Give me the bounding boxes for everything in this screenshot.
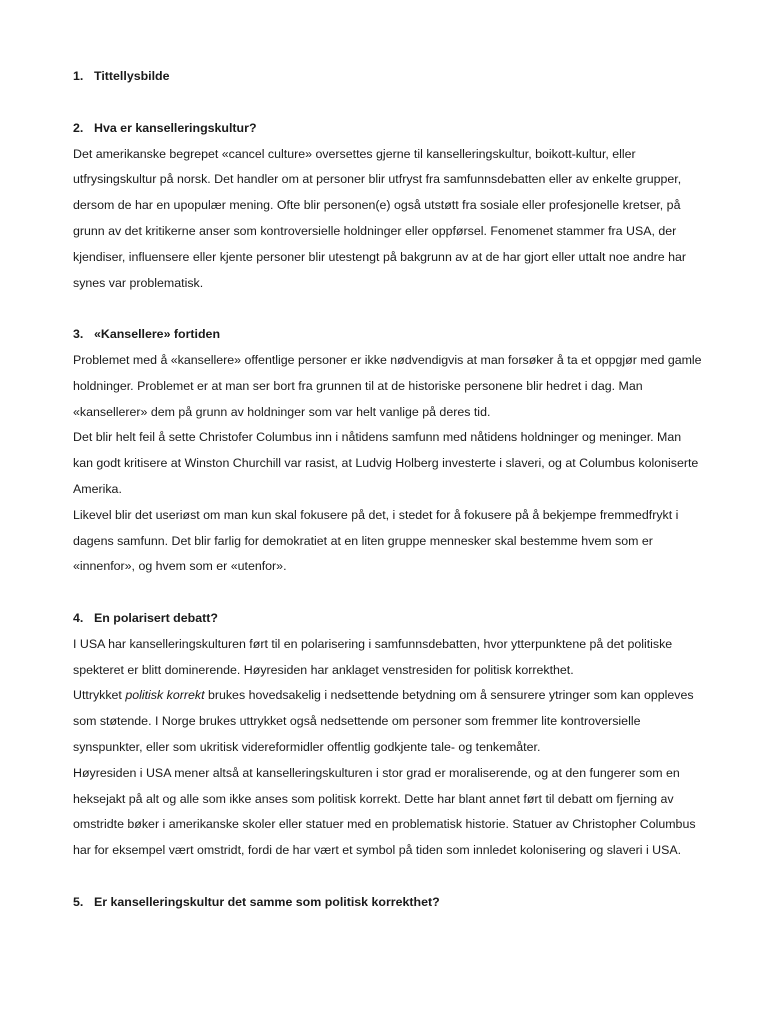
paragraph: Høyresiden i USA mener altså at kanselleringskulturen i stor grad er moraliserende, og at den fungerer som en heksejakt på alt og alle som ikke anses som politisk korrekt. Dette har blant annet ført til debatt om fjerning av omstridte bøker i amerikanske skoler eller statuer med en problematisk historie. Statuer av Christopher Columbus har for eksempel vært omstridt, fordi de har vært et symbol på tiden som innledet kolonisering og slaveri i USA. bbox=[73, 765, 696, 858]
paragraph-text: brukes hovedsakelig i nedsettende betydning om å sensurere ytringer som kan oppleves som støtende. I Norge brukes uttrykket også nedsettende om personer som fremmer lite kontroversielle synspunkter, eller som ukritisk videreformidler offentlig godkjente tale- og tenkemåter. bbox=[73, 688, 694, 754]
section-title: «Kansellere» fortiden bbox=[94, 327, 221, 342]
document-page bbox=[73, 64, 703, 915]
section-number: 2. bbox=[73, 120, 84, 135]
section-title: Hva er kanselleringskultur? bbox=[94, 120, 257, 135]
paragraph-text: Uttrykket bbox=[73, 688, 126, 703]
section-heading-5 bbox=[73, 890, 703, 916]
section-number: 1. bbox=[73, 69, 84, 83]
italic-term: politisk korrekt bbox=[125, 688, 205, 703]
section-number: 4. bbox=[73, 610, 84, 625]
section-heading-1 bbox=[73, 64, 703, 90]
section-heading-3 bbox=[73, 322, 703, 348]
section-number: 5. bbox=[73, 894, 84, 909]
section-number: 3. bbox=[73, 327, 84, 342]
section-heading-4 bbox=[73, 606, 703, 632]
section-title: En polarisert debatt? bbox=[94, 610, 218, 625]
section-title: Tittellysbilde bbox=[94, 69, 170, 83]
paragraph: I USA har kanselleringskulturen ført til en polarisering i samfunnsdebatten, hvor ytterpunktene på det politiske spekteret er blitt dominerende. Høyresiden har anklaget venstresiden for politisk korrekthet. bbox=[73, 636, 673, 677]
paragraph: Likevel blir det useriøst om man kun skal fokusere på det, i stedet for å fokusere på å bekjempe fremmedfrykt i dagens samfunn. Det blir farlig for demokratiet at en liten gruppe mennesker skal bestemme hvem som er «innenfor», og hvem som er «utenfor». bbox=[73, 507, 679, 574]
paragraph: Det amerikanske begrepet «cancel culture» oversettes gjerne til kanselleringskultur, boikott-kultur, eller utfrysingskultur på norsk. Det handler om at personer blir utfryst fra samfunnsdebatten eller av enkelte grupper, dersom de har en upopulær mening. Ofte blir personen(e) også utstøtt fra sosiale eller profesjonelle kretser, på grunn av det kritikerne anser som kontroversielle holdninger eller oppførsel. Fenomenet stammer fra USA, der kjendiser, influensere eller kjente personer blir utestengt på bakgrunn av at de har gjort eller uttalt noe andre har synes var problematisk. bbox=[73, 146, 687, 290]
paragraph: Det blir helt feil å sette Christofer Columbus inn i nåtidens samfunn med nåtidens holdninger og meninger. Man kan godt kritisere at Winston Churchill var rasist, at Ludvig Holberg investerte i slaveri, og at Columbus koloniserte Amerika. bbox=[73, 430, 699, 496]
section-title: Er kanselleringskultur det samme som politisk korrekthet? bbox=[94, 894, 440, 909]
section-heading-2 bbox=[73, 116, 703, 142]
paragraph bbox=[73, 683, 703, 760]
paragraph: Problemet med å «kansellere» offentlige personer er ikke nødvendigvis at man forsøker å ta et oppgjør med gamle holdninger. Problemet er at man ser bort fra grunnen til at de historiske personene blir hedret i dag. Man «kansellerer» dem på grunn av holdninger som var helt vanlige på deres tid. bbox=[73, 352, 702, 419]
